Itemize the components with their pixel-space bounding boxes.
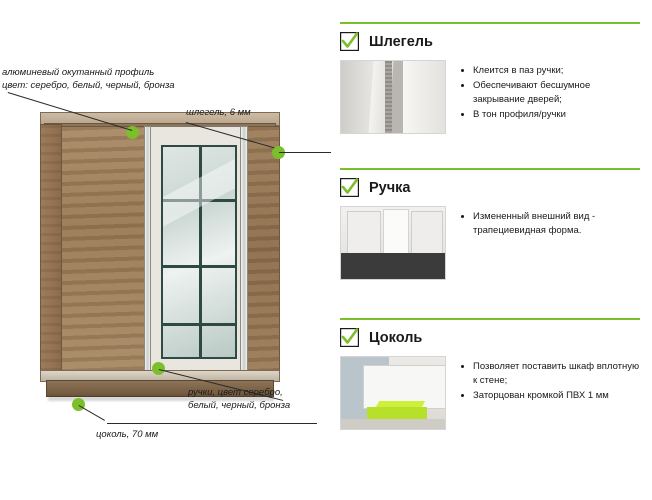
section-ruchka bbox=[330, 168, 652, 318]
mirror-mullion-horizontal-3 bbox=[163, 323, 235, 326]
leader-line-plinth-2 bbox=[107, 423, 317, 424]
shlegel-photo bbox=[340, 60, 446, 134]
check-icon bbox=[340, 32, 359, 51]
photo-part bbox=[411, 211, 443, 257]
wardrobe-handle-left bbox=[144, 126, 151, 374]
section-bullets-ruchka bbox=[460, 206, 642, 280]
section-tsokol bbox=[330, 318, 652, 478]
callout-handles-line1: ручки, цвет серебро, bbox=[188, 387, 283, 398]
wardrobe-handle-right bbox=[240, 126, 248, 374]
callout-shlegel bbox=[186, 106, 296, 119]
section-body-tsokol bbox=[340, 356, 642, 430]
mirror-mullion-horizontal-2 bbox=[163, 265, 235, 268]
section-header-shlegel bbox=[340, 32, 433, 51]
section-body-shlegel bbox=[340, 60, 642, 134]
bullet-item: • Измененный внешний вид - трапециевидная форма. bbox=[473, 210, 642, 238]
section-header-tsokol bbox=[340, 328, 422, 347]
wardrobe-door-left bbox=[61, 126, 149, 374]
mirror-glass bbox=[161, 145, 237, 359]
section-bullets-shlegel bbox=[460, 60, 642, 134]
bullet-item: • Клеится в паз ручки; bbox=[473, 64, 642, 78]
leader-line-plinth bbox=[79, 405, 105, 421]
callout-profile-line1: алюминевый окутанный профиль bbox=[2, 67, 155, 78]
bullet-item: • В тон профиля/ручки bbox=[473, 108, 642, 122]
features-column bbox=[330, 0, 652, 500]
section-shlegel bbox=[330, 22, 652, 172]
section-divider bbox=[340, 318, 640, 320]
check-icon bbox=[340, 178, 359, 197]
wardrobe-drawing bbox=[40, 112, 280, 397]
plinth-photo bbox=[340, 356, 446, 430]
leader-line-shlegel-2 bbox=[279, 152, 331, 153]
bullet-item: • Заторцован кромкой ПВХ 1 мм bbox=[473, 389, 642, 403]
section-header-ruchka bbox=[340, 178, 410, 197]
callout-plinth-line1: цоколь, 70 мм bbox=[96, 429, 159, 440]
photo-seal-strip bbox=[385, 61, 392, 134]
callout-profile-line2: цвет: серебро, белый, черный, бронза bbox=[2, 80, 175, 91]
wardrobe-door-middle bbox=[148, 126, 248, 374]
photo-part bbox=[347, 211, 381, 257]
section-body-ruchka bbox=[340, 206, 642, 280]
bullet-item: • Позволяет поставить шкаф вплотную к стене; bbox=[473, 360, 642, 388]
section-bullets-tsokol bbox=[460, 356, 642, 430]
section-divider bbox=[340, 168, 640, 170]
callout-plinth bbox=[96, 428, 216, 441]
callout-profile bbox=[2, 66, 182, 92]
photo-part bbox=[383, 209, 409, 259]
section-title: Шлегель bbox=[369, 33, 433, 50]
section-divider bbox=[340, 22, 640, 24]
callout-handles-line2: белый, черный, бронза bbox=[188, 400, 291, 411]
handle-photo bbox=[340, 206, 446, 280]
bullet-item: • Обеспечивают бесшумное закрывание дверей; bbox=[473, 79, 642, 107]
photo-part bbox=[403, 61, 446, 134]
check-icon bbox=[340, 328, 359, 347]
callout-handles bbox=[188, 386, 308, 412]
callout-shlegel-line1: шлегель, 6 мм bbox=[186, 107, 251, 118]
photo-part bbox=[341, 253, 446, 280]
section-title: Ручка bbox=[369, 179, 411, 196]
wardrobe-door-right bbox=[246, 126, 280, 374]
photo-part bbox=[341, 419, 446, 430]
section-title: Цоколь bbox=[369, 329, 423, 346]
wardrobe-left-side bbox=[40, 124, 62, 374]
